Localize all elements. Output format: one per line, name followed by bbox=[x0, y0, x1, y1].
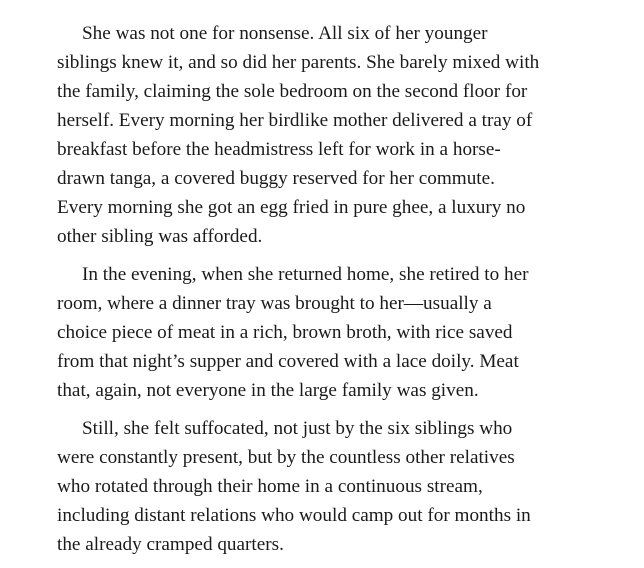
paragraph-1 bbox=[57, 19, 617, 251]
text-line: room, where a dinner tray was brought to her—usually a bbox=[57, 293, 492, 314]
paragraph-3 bbox=[57, 414, 617, 559]
text-line: including distant relations who would camp out for months in bbox=[57, 505, 531, 526]
text-line: that, again, not everyone in the large family was given. bbox=[57, 380, 479, 401]
text-line: the already cramped quarters. bbox=[57, 534, 284, 555]
text-line: siblings knew it, and so did her parents. She barely mixed with bbox=[57, 52, 540, 73]
text-line: In the evening, when she returned home, she retired to her bbox=[82, 264, 529, 285]
document-page bbox=[57, 19, 617, 568]
text-line: from that night’s supper and covered with a lace doily. Meat bbox=[57, 351, 519, 372]
text-line: choice piece of meat in a rich, brown broth, with rice saved bbox=[57, 322, 513, 343]
text-line: Every morning she got an egg fried in pure ghee, a luxury no bbox=[57, 197, 526, 218]
text-line: who rotated through their home in a continuous stream, bbox=[57, 476, 483, 497]
text-line: were constantly present, but by the countless other relatives bbox=[57, 447, 515, 468]
text-line: breakfast before the headmistress left for work in a horse- bbox=[57, 139, 501, 160]
text-line: drawn tanga, a covered buggy reserved for her commute. bbox=[57, 168, 495, 189]
text-line: herself. Every morning her birdlike mother delivered a tray of bbox=[57, 110, 533, 131]
text-line: the family, claiming the sole bedroom on the second floor for bbox=[57, 81, 528, 102]
text-line: Still, she felt suffocated, not just by the six siblings who bbox=[82, 418, 513, 439]
text-line: She was not one for nonsense. All six of her younger bbox=[82, 23, 488, 44]
paragraph-2 bbox=[57, 260, 617, 405]
text-line: other sibling was afforded. bbox=[57, 226, 263, 247]
